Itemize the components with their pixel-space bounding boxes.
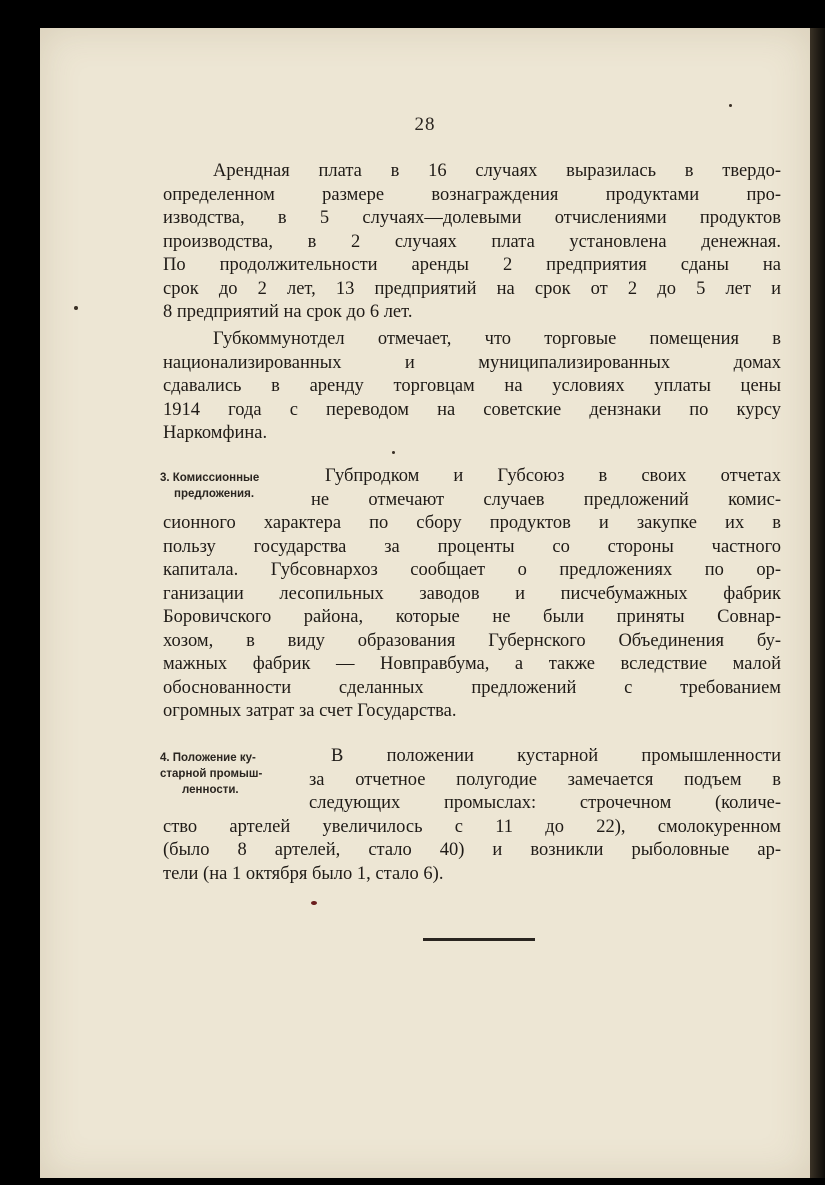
end-rule xyxy=(423,938,535,941)
text-line: капитала. Губсовнархоз сообщает о предложениях по ор- xyxy=(163,560,781,580)
side-note-line: старной промыш- xyxy=(160,768,263,780)
text-line: огромных затрат за счет Государства. xyxy=(163,701,457,721)
section-commission-proposals xyxy=(163,465,781,724)
paper-speck xyxy=(74,306,78,310)
text-line: В положении кустарной промышленности xyxy=(331,746,781,766)
text-line: пользу государства за проценты со стороны частного xyxy=(163,536,781,557)
paper-speck xyxy=(729,104,732,107)
text-line: Губкоммунотдел отмечает, что торговые помещения в xyxy=(213,329,781,349)
text-line: мажных фабрик — Новправбума, а также вследствие малой xyxy=(163,654,781,674)
text-line: тели (на 1 октября было 1, стало 6). xyxy=(163,863,444,884)
text-line: производства, в 2 случаях плата установлена денежная. xyxy=(163,231,781,252)
text-line: Губпродком и Губсоюз в своих отчетах xyxy=(325,466,781,486)
text-line: не отмечают случаев предложений комис- xyxy=(311,489,781,510)
text-line: Наркомфина. xyxy=(163,423,268,443)
text-line: Арендная плата в 16 случаях выразилась в твердо- xyxy=(213,161,781,181)
text-line: хозом, в виду образования Губернского Объединения бу- xyxy=(163,630,781,651)
page-edge-shadow xyxy=(810,28,825,1178)
text-line: изводства, в 5 случаях—долевыми отчислениями продуктов xyxy=(163,208,781,228)
text-line: определенном размере вознаграждения продуктами про- xyxy=(163,184,781,205)
text-line: Боровичского района, которые не были приняты Совнар- xyxy=(163,607,781,627)
text-line: По продолжительности аренды 2 предприятия сданы на xyxy=(163,255,781,275)
paper-speck xyxy=(392,451,395,454)
text-line: обоснованности сделанных предложений с требованием xyxy=(163,677,781,698)
side-note-line: 3. Комиссионные xyxy=(160,472,260,484)
text-line: ство артелей увеличилось с 11 до 22), смолокуренном xyxy=(163,816,781,837)
side-note-line: предложения. xyxy=(174,488,255,500)
side-note-line: ленности. xyxy=(182,784,239,796)
text-line: срок до 2 лет, 13 предприятий на срок от 2 до 5 лет и xyxy=(163,278,781,299)
text-line: 8 предприятий на срок до 6 лет. xyxy=(163,302,413,322)
section-handicraft-industry xyxy=(163,745,781,886)
text-line: ганизации лесопильных заводов и писчебумажных фабрик xyxy=(163,583,781,604)
text-line: (было 8 артелей, стало 40) и возникли рыболовные ар- xyxy=(163,840,781,860)
text-line: за отчетное полугодие замечается подъем в xyxy=(309,769,781,790)
paper-speck xyxy=(311,901,317,905)
text-line: национализированных и муниципализированных домах xyxy=(163,352,781,373)
text-line: сдавались в аренду торговцам на условиях уплаты цены xyxy=(163,376,781,396)
paragraph-gubkommunotdel xyxy=(163,328,781,446)
book-page xyxy=(40,28,810,1178)
text-line: 1914 года с переводом на советские дензнаки по курсу xyxy=(163,399,781,420)
paragraph-rent xyxy=(163,160,781,325)
page-number: 28 xyxy=(414,114,436,135)
text-line: следующих промыслах: строчечном (количе- xyxy=(309,793,781,813)
side-note-line: 4. Положение ку- xyxy=(160,752,256,764)
text-line: сионного характера по сбору продуктов и закупке их в xyxy=(163,513,781,533)
